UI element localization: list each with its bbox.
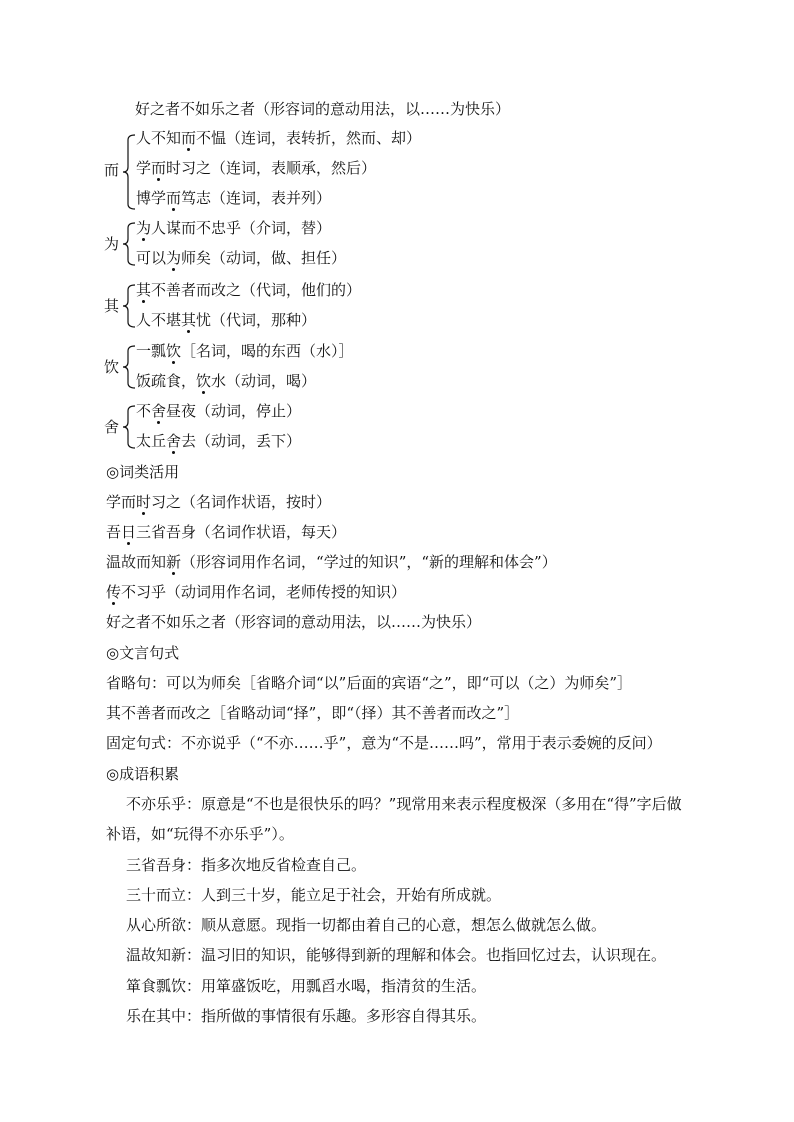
brace-icon [122, 134, 136, 210]
jushi-item: 其不善者而改之［省略动词“择”，即“（择）其不善者而改之”］ [106, 704, 520, 722]
section-heading-cilei: ◎词类活用 [106, 463, 180, 481]
usage-item: 不舍昼夜（动词，停止） [136, 402, 302, 420]
usage-item: 学而时习之（连词，表顺承，然后） [136, 159, 377, 177]
brace-icon [122, 222, 136, 266]
chengyu-item: 三十而立：人到三十岁，能立足于社会，开始有所成就。 [126, 886, 502, 904]
cilei-item: 学而时习之（名词作状语，按时） [106, 493, 332, 511]
section-heading-chengyu: ◎成语积累 [106, 765, 180, 783]
usage-item: 博学而笃志（连词，表并列） [136, 189, 332, 207]
brace-icon [122, 284, 136, 328]
top-line: 好之者不如乐之者（形容词的意动用法，以……为快乐） [135, 100, 511, 118]
chengyu-item: 温故知新：温习旧的知识，能够得到新的理解和体会。也指回忆过去，认识现在。 [126, 946, 667, 964]
cilei-item: 温故而知新（形容词用作名词，“学过的知识”，“新的理解和体会”） [106, 553, 557, 571]
group-head: 其 [104, 297, 120, 315]
brace-icon [122, 345, 136, 389]
chengyu-item: 从心所欲：顺从意愿。现指一切都由着自己的心意，想怎么做就怎么做。 [126, 916, 607, 934]
usage-item: 太丘舍去（动词，丢下） [136, 432, 302, 450]
usage-item: 其不善者而改之（代词，他们的） [136, 281, 362, 299]
usage-item: 饭疏食，饮水（动词，喝） [136, 372, 317, 390]
cilei-item: 传不习乎（动词用作名词，老师传授的知识） [106, 583, 407, 601]
chengyu-item: 乐在其中：指所做的事情很有乐趣。多形容自得其乐。 [126, 1007, 487, 1025]
usage-item: 人不堪其忧（代词，那种） [136, 311, 317, 329]
usage-item: 人不知而不愠（连词，表转折，然而、却） [136, 129, 422, 147]
group-head: 舍 [104, 418, 120, 436]
group-head: 而 [104, 161, 120, 179]
jushi-item: 固定句式：不亦说乎（“不亦……乎”，意为“不是……吗”，常用于表示委婉的反问） [106, 734, 662, 752]
group-head: 为 [104, 235, 120, 253]
group-head: 饮 [104, 358, 120, 376]
section-heading-jushi: ◎文言句式 [106, 644, 180, 662]
brace-icon [122, 405, 136, 449]
chengyu-item: 不亦乐乎：原意是“不也是很快乐的吗？”现常用来表示程度极深（多用在“得”字后做补语，如“玩得不亦乐乎”）。 [106, 795, 682, 843]
cilei-item: 吾日三省吾身（名词作状语，每天） [106, 523, 347, 541]
usage-item: 为人谋而不忠乎（介词，替） [136, 219, 332, 237]
usage-item: 可以为师矣（动词，做、担任） [136, 249, 347, 267]
jushi-item: 省略句：可以为师矣［省略介词“以”后面的宾语“之”，即“可以（之）为师矣”］ [106, 674, 633, 692]
chengyu-item: 三省吾身：指多次地反省检查自己。 [126, 856, 367, 874]
usage-item: 一瓢饮［名词，喝的东西（水）］ [136, 342, 354, 360]
cilei-item: 好之者不如乐之者（形容词的意动用法，以……为快乐） [106, 613, 482, 631]
chengyu-item: 箪食瓢饮：用箪盛饭吃，用瓢舀水喝，指清贫的生活。 [126, 977, 487, 995]
